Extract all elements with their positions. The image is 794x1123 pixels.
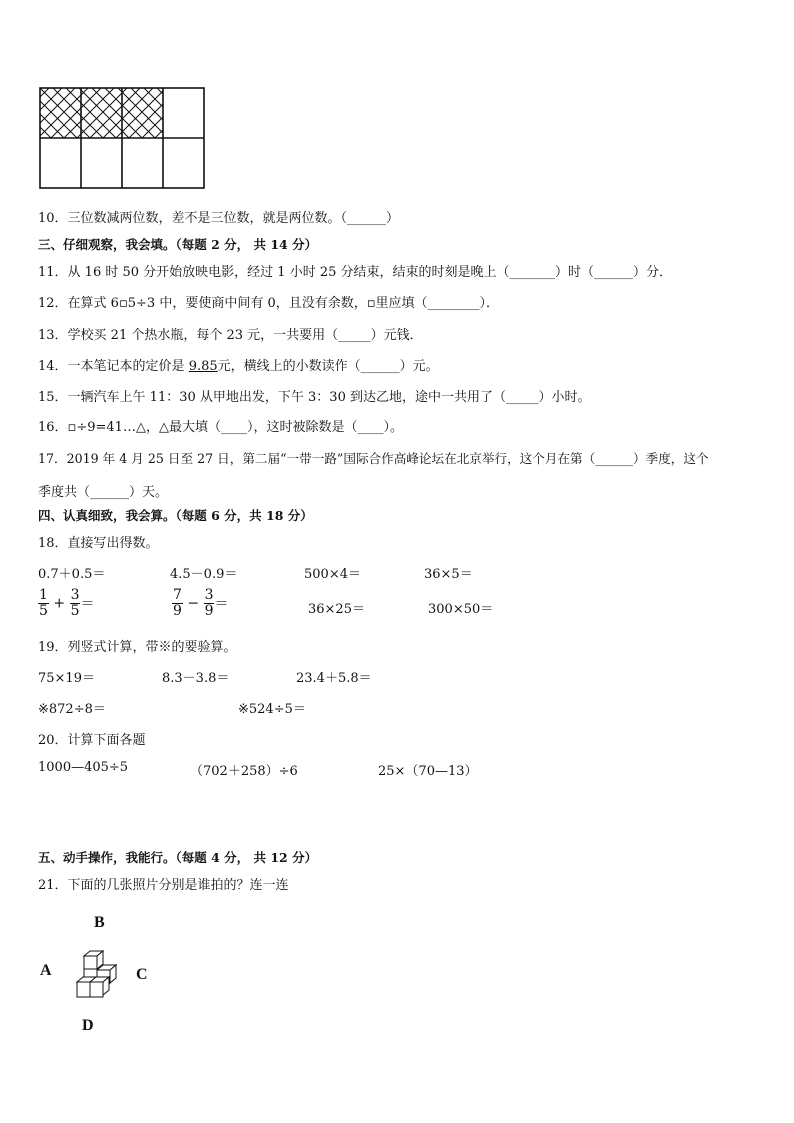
q19-item: ※872÷8＝ [38, 702, 106, 717]
question-13: 13．学校买 21 个热水瓶，每个 23 元，一共要用（_____）元钱． [38, 328, 423, 343]
question-11: 11．从 16 时 50 分开始放映电影，经过 1 小时 25 分结束，结束的时刻是晚上（_______）时（______）分． [38, 265, 672, 280]
question-14-prefix: 14．一本笔记本的定价是 [38, 359, 189, 374]
q19-item: ※524÷5＝ [238, 702, 306, 717]
q18-fraction-sum: $\frac{1}{5}$ + $\frac{3}{5}$ ＝ [39, 587, 95, 619]
q20-item: 1000—405÷5 [38, 760, 129, 775]
question-14 [38, 355, 439, 374]
viewpoint-label-b: B [94, 914, 105, 931]
section-4-heading: 四、认真细致，我会算。（每题 6 分，共 18 分） [38, 508, 313, 523]
question-17-line-1: 17．2019 年 4 月 25 日至 27 日，第二届“一带一路”国际合作高峰论坛在北京举行，这个月在第（______）季度，这个 [38, 451, 709, 466]
question-14-underlined-number: 9.85 [188, 359, 218, 374]
q18-item: 500×4＝ [304, 567, 361, 582]
stacked-cubes-figure [70, 950, 120, 1004]
question-16: 16．▫÷9=41…△，△最大填（____），这时被除数是（____）。 [38, 420, 403, 435]
section-5-heading: 五、动手操作，我能行。（每题 4 分， 共 12 分） [38, 850, 318, 865]
grid-cell-shaded [81, 88, 122, 138]
question-18-title: 18．直接写出得数。 [38, 536, 159, 551]
grid-cell-shaded [40, 88, 81, 138]
question-19-title: 19．列竖式计算，带※的要验算。 [38, 640, 237, 655]
q18-fraction-difference: $\frac{7}{9}$ − $\frac{3}{9}$ ＝ [173, 587, 229, 619]
q19-item: 75×19＝ [38, 671, 95, 686]
q18-item: 0.7＋0.5＝ [38, 567, 106, 582]
question-15: 15．一辆汽车上午 11：30 从甲地出发，下午 3：30 到达乙地，途中一共用了（_____）小时。 [38, 390, 591, 405]
fraction: $\frac{1}{5}$ [39, 587, 48, 619]
viewpoint-label-d: D [82, 1017, 94, 1034]
q20-item: 25×（70—13） [378, 764, 478, 779]
section-3-heading: 三、仔细观察，我会填。（每题 2 分， 共 14 分） [38, 237, 318, 252]
grid-cell-shaded [122, 88, 163, 138]
q18-item: 300×50＝ [428, 602, 494, 617]
question-14-suffix: 元，横线上的小数读作（______）元。 [217, 359, 439, 374]
viewpoint-label-a: A [40, 962, 52, 979]
q18-item: 36×25＝ [308, 602, 365, 617]
q18-item: 4.5－0.9＝ [170, 567, 238, 582]
question-20-title: 20．计算下面各题 [38, 733, 146, 748]
question-17-line-2: 季度共（______）天。 [38, 485, 169, 500]
fraction: $\frac{7}{9}$ [173, 587, 182, 619]
q20-item: （702＋258）÷6 [190, 764, 298, 779]
shaded-grid-figure [38, 86, 206, 190]
q19-item: 23.4＋5.8＝ [296, 671, 372, 686]
question-21-title: 21．下面的几张照片分别是谁拍的？连一连 [38, 878, 289, 893]
question-12: 12．在算式 6▫5÷3 中，要使商中间有 0，且没有余数，▫里应填（________）． [38, 296, 500, 311]
viewpoint-label-c: C [136, 966, 148, 983]
q18-item: 36×5＝ [424, 567, 473, 582]
question-10: 10．三位数减两位数，差不是三位数，就是两位数。（______） [38, 211, 400, 226]
fraction: $\frac{3}{5}$ [70, 587, 80, 619]
q19-item: 8.3－3.8＝ [162, 671, 230, 686]
fraction: $\frac{3}{9}$ [204, 587, 214, 619]
